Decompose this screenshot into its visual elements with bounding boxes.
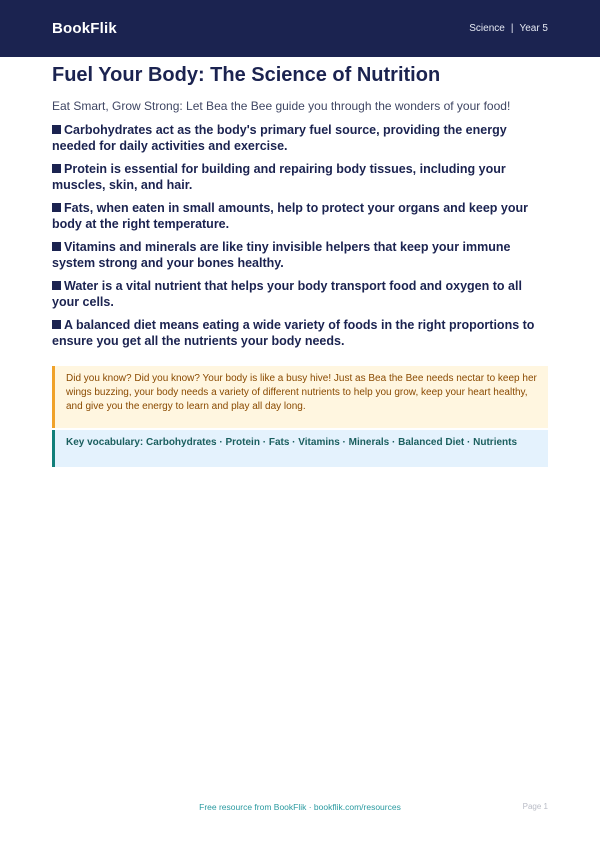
- key-point: [52, 200, 552, 232]
- did-you-know-callout: Did you know? Did you know? Your body is like a busy hive! Just as Bea the Bee needs nectar to keep her wings buzzing, your body needs a variety of different nutrients to help you grow, keep your heart healthy, and give you the energy to learn and play all day long.: [52, 366, 548, 428]
- key-point: [52, 317, 552, 349]
- page-subtitle: Eat Smart, Grow Strong: Let Bea the Bee guide you through the wonders of your food!: [52, 99, 511, 113]
- key-point: [52, 278, 552, 310]
- key-point-text: Protein is essential for building and repairing body tissues, including your muscles, skin, and hair.: [52, 162, 506, 192]
- square-bullet-icon: [52, 164, 61, 173]
- key-point-text: A balanced diet means eating a wide variety of foods in the right proportions to ensure you get all the nutrients your body needs.: [52, 318, 535, 348]
- key-vocabulary-box: Key vocabulary: Carbohydrates · Protein · Fats · Vitamins · Minerals · Balanced Diet · Nutrients: [52, 430, 548, 467]
- subject-label: Science: [469, 23, 505, 34]
- page-number: Page 1: [522, 802, 548, 811]
- meta-separator: |: [510, 23, 514, 34]
- square-bullet-icon: [52, 242, 61, 251]
- key-point-text: Carbohydrates act as the body's primary fuel source, providing the energy needed for daily activities and exercise.: [52, 123, 507, 153]
- square-bullet-icon: [52, 125, 61, 134]
- square-bullet-icon: [52, 320, 61, 329]
- key-point-text: Vitamins and minerals are like tiny invisible helpers that keep your immune system strong and your bones healthy.: [52, 240, 511, 270]
- footer-resource-link[interactable]: Free resource from BookFlik · bookflik.com/resources: [199, 802, 401, 812]
- page-title: Fuel Your Body: The Science of Nutrition: [52, 64, 441, 86]
- page-header: [0, 0, 600, 57]
- header-meta: [469, 23, 548, 34]
- brand-logo[interactable]: BookFlik: [52, 20, 117, 37]
- key-point-text: Fats, when eaten in small amounts, help to protect your organs and keep your body at the right temperature.: [52, 201, 528, 231]
- square-bullet-icon: [52, 281, 61, 290]
- key-points-list: [52, 122, 552, 356]
- key-point: [52, 122, 552, 154]
- key-point-text: Water is a vital nutrient that helps your body transport food and oxygen to all your cells.: [52, 279, 522, 309]
- key-point: [52, 161, 552, 193]
- grade-label: Year 5: [519, 23, 548, 34]
- square-bullet-icon: [52, 203, 61, 212]
- key-point: [52, 239, 552, 271]
